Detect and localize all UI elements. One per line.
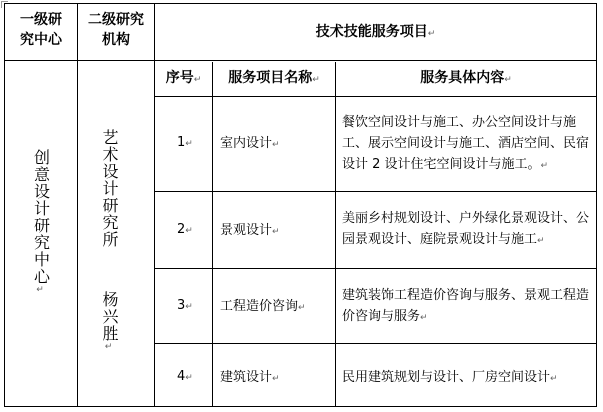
row-2-content <box>342 208 594 252</box>
level2-institute-label: 艺术设计研究所 <box>100 129 119 248</box>
paragraph-mark: ↵ <box>193 75 202 85</box>
subheader-index <box>155 68 212 90</box>
paragraph-mark: ↵ <box>272 374 280 384</box>
header-service-items <box>155 22 596 44</box>
row-content-text: 民用建筑规划与设计、厂房空间设计 <box>342 370 551 385</box>
person-name-text <box>98 291 121 371</box>
row-name-text: 工程造价咨询 <box>220 299 299 314</box>
paragraph-mark: ↵ <box>185 139 193 149</box>
row-content-text: 餐饮空间设计与施工、办公空间设计与施工、展示空间设计与施工、酒店空间、民宿设计 2 设计住宅空间设计与施工。 <box>342 115 590 172</box>
paragraph-mark: ↵ <box>185 302 193 312</box>
row-name-text: 建筑设计 <box>220 370 273 385</box>
row-4-index <box>177 369 193 384</box>
row-index-text: 3 <box>177 298 186 313</box>
row-3-name <box>220 296 306 319</box>
grid-line <box>212 62 213 406</box>
row-index-text: 2 <box>177 222 186 237</box>
grid-line <box>154 191 596 192</box>
level2-institute-cell <box>78 61 154 406</box>
paragraph-mark: ↵ <box>540 161 549 171</box>
row-name-text: 室内设计 <box>220 136 273 151</box>
grid-line <box>154 268 596 269</box>
row-content-text: 建筑装饰工程造价咨询与服务、景观工程造价咨询与服务 <box>342 288 590 324</box>
person-name-label: 杨兴胜 <box>100 291 119 342</box>
subheader-name-text: 服务项目名称 <box>228 70 313 86</box>
subheader-index-text: 序号 <box>165 70 194 86</box>
row-1-name <box>220 133 280 156</box>
subheader-name <box>213 68 335 90</box>
row-1-content <box>342 112 594 177</box>
header-level1-text: 一级研究中心 <box>20 12 62 48</box>
row-2-index <box>177 222 193 237</box>
paragraph-mark: ↵ <box>427 29 436 39</box>
paragraph-mark: ↵ <box>36 284 45 295</box>
grid-line <box>154 343 596 344</box>
level1-center-text <box>30 149 53 319</box>
level1-center-label: 创意设计研究中心 <box>31 148 51 285</box>
row-content-text: 美丽乡村规划设计、户外绿化景观设计、公园景观设计、庭院景观设计与施工 <box>342 211 590 247</box>
service-table <box>4 3 597 407</box>
paragraph-mark: ↵ <box>298 303 306 313</box>
paragraph-mark: ↵ <box>504 75 512 85</box>
paragraph-mark: ↵ <box>272 227 280 237</box>
row-4-name <box>220 367 280 390</box>
grid-line <box>335 62 336 406</box>
paragraph-mark: ↵ <box>312 75 320 85</box>
row-index-text: 4 <box>177 369 186 384</box>
level2-institute-text <box>98 129 121 289</box>
row-3-content <box>342 285 594 329</box>
row-index-text: 1 <box>177 135 186 150</box>
header-service-items-text: 技术技能服务项目 <box>315 24 428 40</box>
subheader-content-text: 服务具体内容 <box>420 70 505 86</box>
row-2-name <box>220 220 280 243</box>
level1-center-cell <box>5 61 77 406</box>
header-level2-text: 二级研究机构 <box>88 12 144 48</box>
paragraph-mark: ↵ <box>420 313 428 323</box>
paragraph-mark: ↵ <box>185 226 193 236</box>
row-4-content <box>342 367 594 390</box>
paragraph-mark: ↵ <box>272 140 280 150</box>
paragraph-mark: ↵ <box>104 342 114 352</box>
subheader-content <box>336 68 596 90</box>
header-level1 <box>5 10 77 50</box>
paragraph-mark: ↵ <box>185 373 193 383</box>
row-3-index <box>177 298 193 313</box>
paragraph-mark: ↵ <box>537 236 545 246</box>
row-1-index <box>177 135 193 150</box>
grid-line <box>154 4 155 406</box>
header-level2 <box>78 10 154 50</box>
row-name-text: 景观设计 <box>220 223 273 238</box>
paragraph-mark: ↵ <box>550 374 558 384</box>
grid-line <box>154 96 596 97</box>
